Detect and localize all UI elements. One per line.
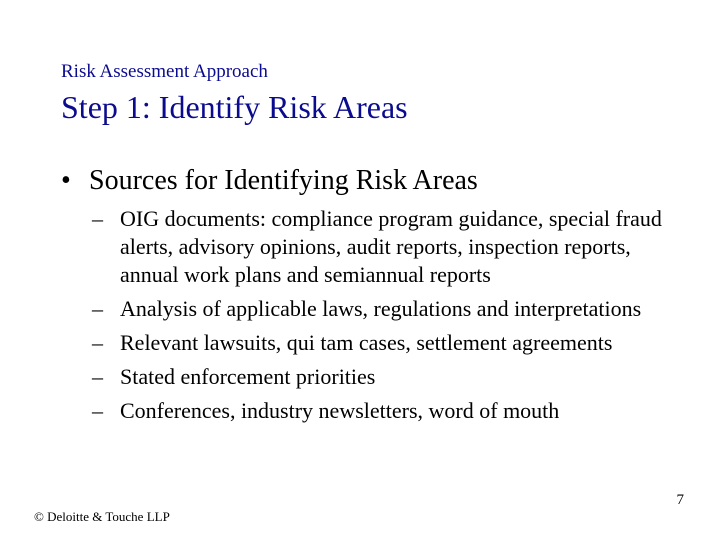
- main-bullet: [61, 163, 478, 199]
- sub-bullet-list: [92, 205, 672, 431]
- main-bullet-text: Sources for Identifying Risk Areas: [89, 165, 478, 196]
- sub-bullet-item: [92, 397, 672, 425]
- dash-marker: –: [92, 330, 103, 355]
- sub-bullet-item: [92, 205, 672, 289]
- sub-bullet-text: Conferences, industry newsletters, word of mouth: [120, 398, 560, 423]
- dash-marker: –: [92, 364, 103, 389]
- dash-marker: –: [92, 296, 103, 321]
- sub-bullet-text: Analysis of applicable laws, regulations and interpretations: [120, 296, 642, 321]
- dash-marker: –: [92, 206, 103, 231]
- sub-bullet-text: Stated enforcement priorities: [120, 364, 376, 389]
- page-number: 7: [676, 492, 684, 508]
- dash-marker: –: [92, 398, 103, 423]
- sub-bullet-text: OIG documents: compliance program guidance, special fraud alerts, advisory opinions, audit reports, inspection reports, annual work plans and semiannual reports: [120, 206, 662, 287]
- sub-bullet-item: [92, 329, 672, 357]
- copyright-footer: © Deloitte & Touche LLP: [34, 509, 170, 524]
- bullet-marker: •: [61, 165, 71, 196]
- sub-bullet-item: [92, 295, 672, 323]
- sub-bullet-item: [92, 363, 672, 391]
- slide-title: Step 1: Identify Risk Areas: [61, 89, 408, 125]
- sub-bullet-text: Relevant lawsuits, qui tam cases, settlement agreements: [120, 330, 613, 355]
- slide-subtitle: Risk Assessment Approach: [61, 61, 268, 82]
